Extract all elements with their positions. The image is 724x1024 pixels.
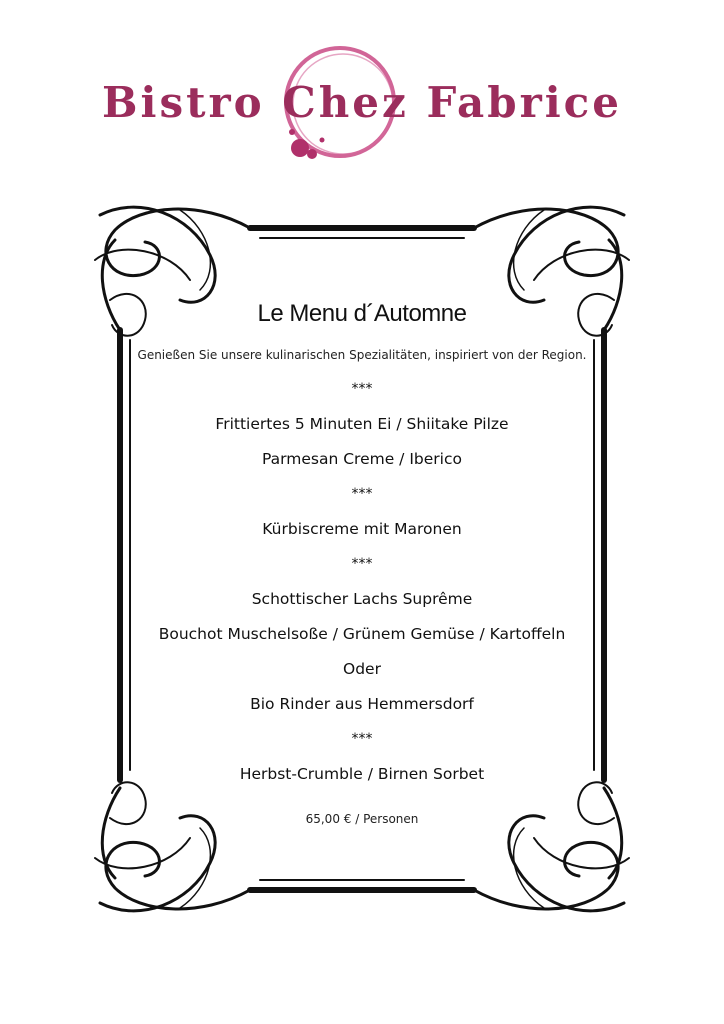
menu-lines <box>120 372 604 792</box>
menu-title: Le Menu d´Automne <box>257 300 467 327</box>
course-separator: *** <box>351 556 373 572</box>
menu-item: Frittiertes 5 Minuten Ei / Shiitake Pilze <box>215 415 509 433</box>
menu-item: Herbst-Crumble / Birnen Sorbet <box>239 765 485 783</box>
menu-card <box>120 300 604 826</box>
menu-item: Bouchot Muschelsoße / Grünem Gemüse / Kartoffeln <box>158 625 566 643</box>
course-separator: *** <box>351 731 373 747</box>
course-separator: *** <box>351 381 373 397</box>
menu-item: Parmesan Creme / Iberico <box>262 450 462 468</box>
menu-subtitle: Genießen Sie unsere kulinarischen Spezialitäten, inspiriert von der Region. <box>137 348 587 362</box>
brand-name: Bistro Chez Fabrice <box>102 78 622 127</box>
menu-item: Schottischer Lachs Suprême <box>251 590 473 608</box>
menu-price: 65,00 € / Personen <box>305 812 419 826</box>
menu-item: Kürbiscreme mit Maronen <box>262 520 462 538</box>
menu-item: Oder <box>343 660 381 678</box>
course-separator: *** <box>351 486 373 502</box>
menu-item: Bio Rinder aus Hemmersdorf <box>250 695 474 713</box>
